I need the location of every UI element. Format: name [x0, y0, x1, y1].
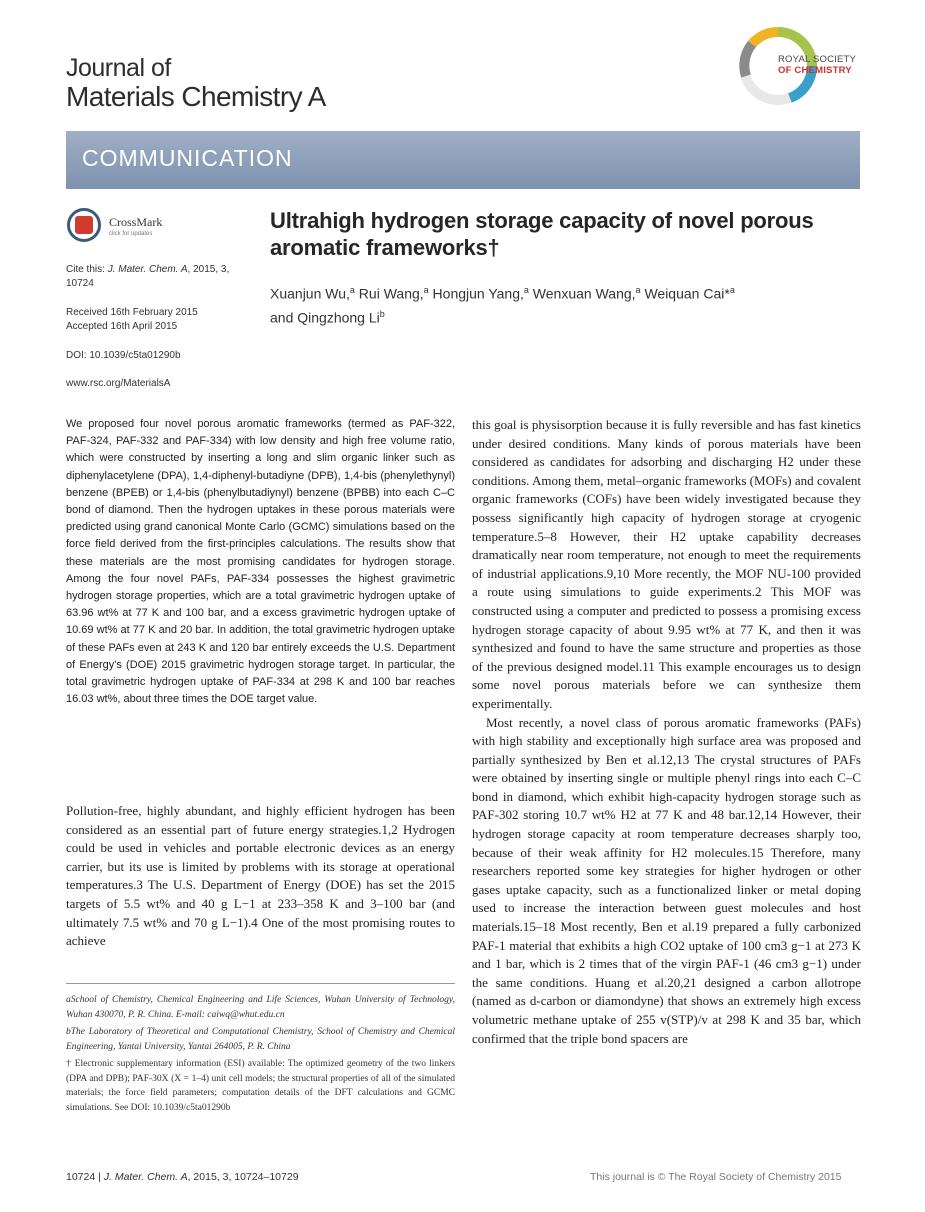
footer-ref: , 2015, 3, 10724–10729	[187, 1171, 299, 1183]
affiliation-mark: b	[379, 308, 385, 319]
author: Rui Wang,	[354, 285, 424, 302]
paper-title: Ultrahigh hydrogen storage capacity of novel porous aromatic frameworks†	[270, 208, 814, 260]
author: and Qingzhong Li	[270, 309, 380, 326]
page-number: 10724	[66, 1171, 96, 1183]
doi[interactable]: DOI: 10.1039/c5ta01290b	[66, 350, 181, 361]
publisher-line1: ROYAL SOCIETY	[778, 54, 857, 65]
author: Wenxuan Wang,	[528, 285, 636, 302]
publisher-name	[778, 54, 856, 76]
affiliation-mark: a	[423, 285, 429, 295]
journal-title-line2: Materials Chemistry A	[66, 81, 326, 112]
abstract: We proposed four novel porous aromatic frameworks (termed as PAF-322, PAF-324, PAF-332 and PAF-334) with low density and high free volume ratio, which were constructed by inserting a long and slim organic linker such as diphenylacetylene (DPA), 1,4-diphenyl-butadiyne (DPB), 1,4-bis (phenylethynyl) benzene (BPEB) or 1,4-bis (phenylbutadiynyl) benzene (BPBB) into each C–C bond of diamond. Then the hydrogen uptakes in these porous materials were predicted using grand canonical Monte Carlo (GCMC) simulations based on the force field derived from the first-principles calculations. The results show that these materials are the most promising candidates for hydrogen storage. Among the four novel PAFs, PAF-334 possesses the highest gravimetric hydrogen storage properties, which are a total gravimetric hydrogen uptake of 63.96 wt% at 77 K and 100 bar, and a excess gravimetric hydrogen uptake of 10.69 wt% at 77 K and 20 bar. In addition, the total gravimetric hydrogen uptake of these PAFs even at 243 K and 120 bar entirely exceeds the U.S. Department of Energy's (DOE) 2015 gravimetric hydrogen storage target. In particular, the total gravimetric hydrogen uptake of PAF-334 at 298 K and 100 bar reaches 16.03 wt%, about three times the DOE target value.	[66, 418, 455, 706]
body-column-left	[66, 802, 455, 951]
author: Hongjun Yang,	[428, 285, 524, 302]
footnotes	[66, 993, 455, 1118]
footnote-affiliation-b: bThe Laboratory of Theoretical and Computational Chemistry, School of Chemistry and Chemical Engineering, Yantai University, Yantai 264005, P. R. China	[66, 1027, 455, 1052]
publisher-line2: OF CHEMISTRY	[778, 65, 852, 76]
footnote-divider	[66, 983, 455, 984]
received-date: Received 16th February 2015	[66, 307, 198, 318]
affiliation-mark: a	[729, 285, 735, 295]
affiliation-mark: a	[635, 285, 641, 295]
footer-separator: |	[95, 1171, 104, 1183]
cite-rest: , 2015, 3, 10724	[66, 264, 230, 289]
body-paragraph: Pollution-free, highly abundant, and highly efficient hydrogen has been considered as an essential part of future energy strategies.1,2 Hydrogen could be used in vehicles and portable electronic devices as an energy carrier, but its use is limited by problems with its storage at operational temperatures.3 The U.S. Department of Energy (DOE) has set the 2015 targets of 5.5 wt% and 40 g L−1 at 233–358 K and 3–100 bar (and ultimately 7.5 wt% and 70 g L−1).4 One of the most promising routes to achieve	[66, 803, 455, 949]
cite-info	[66, 263, 246, 291]
author: Xuanjun Wu,	[270, 285, 350, 302]
crossmark-sub[interactable]: click for updates	[109, 231, 153, 237]
page-footer-left	[66, 1171, 299, 1183]
cite-prefix: Cite this:	[66, 264, 105, 275]
journal-url[interactable]: www.rsc.org/MaterialsA	[66, 378, 171, 389]
footnote-affiliation-a: aSchool of Chemistry, Chemical Engineering and Life Sciences, Wuhan University of Technology, Wuhan 430070, P. R. China. E-mail: caiwq@whut.edu.cn	[66, 995, 455, 1020]
journal-title	[66, 56, 326, 111]
affiliation-mark: a	[523, 285, 529, 295]
crossmark-label[interactable]: CrossMark	[109, 215, 163, 229]
section-label: COMMUNICATION	[82, 145, 293, 171]
crossmark-bookmark-icon	[75, 216, 93, 234]
cite-journal: J. Mater. Chem. A	[107, 264, 188, 275]
body-column-right	[472, 416, 861, 1048]
body-paragraph: Most recently, a novel class of porous aromatic frameworks (PAFs) with high stability and exceptionally high surface area was proposed and partially synthesized by Ben et al.12,13 The crystal structures of PAFs were obtained by inserting single or multiple phenyl rings into each C–C bond in diamond, which exhibit high-capacity hydrogen storage such as PAF-302 storing 10.7 wt% H2 at 77 K and 48 bar.12,14 However, their hydrogen storage capacity at room temperature decreases sharply too, because of their weak affinity for H2 molecules.15 Therefore, many researchers reported some key strategies for higher hydrogen or other gases uptake capacity, such as a functionalized linker or metal doping used to increase the interaction between guest molecules and host materials.15–18 Most recently, Ben et al.19 prepared a fully carbonized PAF-1 material that exhibits a high CO2 uptake of 100 cm3 g−1 at 273 K and 1 bar, which is 2 times that of the virgin PAF-1 (46 cm3 g−1) under the same conditions. Huang et al.20,21 designed a carbon allotrope (named as d-carbon or diamondyne) that shows an extremely high excess volumetric methane uptake of 255 v(STP)/v at 298 K and 35 bar, which confirmed that the triple bond spacers are	[472, 714, 861, 1046]
copyright-notice: This journal is © The Royal Society of Chemistry 2015	[590, 1171, 842, 1183]
footer-journal: J. Mater. Chem. A	[103, 1171, 188, 1183]
affiliation-mark: a	[349, 285, 355, 295]
accepted-date: Accepted 16th April 2015	[66, 321, 178, 332]
author: Weiquan Cai*	[640, 285, 730, 302]
body-paragraph: this goal is physisorption because it is fully reversible and has fast kinetics under desired conditions. Many kinds of porous materials have been considered as candidates for adsorbing and discharging H2 under these conditions. Among them, metal–organic frameworks (MOFs) and covalent organic frameworks (COFs) have been widely investigated because they possess significantly high capacity of hydrogen storage at cryogenic temperature.5–8 However, their H2 uptake capability decreases dramatically near room temperature, not enough to meet the requirements of industrial applications.9,10 More recently, the MOF NU-100 provided a route using simulations to guide experiments.2 This MOF was constructed using a computer and predicted to possess a promising excess hydrogen storage capacity of about 9.95 wt% at 77 K, and then it was synthesized and found to have the same structure and properties as those of the previous designed model.11 This example encourages us to design some novel porous materials before we can synthesize them experimentally.	[472, 417, 861, 711]
author-list	[270, 280, 830, 327]
journal-title-line1: Journal of	[66, 54, 171, 82]
footnote-esi: † Electronic supplementary information (ESI) available: The optimized geometry of the two linkers (DPA and DPB); PAF-30X (X = 1–4) unit cell models; the structural properties of all of the simulated materials; the force field parameters; computation details of the DFT calculations and GCMC simulations. See DOI: 10.1039/c5ta01290b	[66, 1059, 455, 1113]
